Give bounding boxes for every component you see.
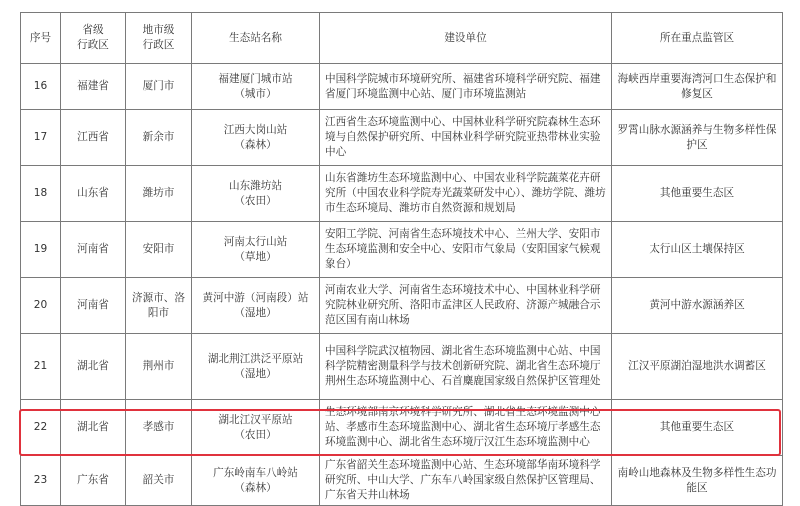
row-supervision-area: 黄河中游水源涵养区	[612, 278, 783, 334]
row-supervision-area: 罗霄山脉水源涵养与生物多样性保护区	[612, 110, 783, 166]
row-station-name: 山东潍坊站 （农田）	[192, 166, 320, 222]
row-province: 河南省	[61, 278, 126, 334]
row-construction-unit: 生态环境部南京环境科学研究所、湖北省生态环境监测中心站、孝感市生态环境监测中心、湖北省生态环境厅孝感生态环境监测中心、湖北省生态环境厅汉江生态环境监测中心	[320, 400, 612, 456]
row-city: 济源市、洛阳市	[126, 278, 192, 334]
row-province: 广东省	[61, 456, 126, 506]
row-station-name: 江西大岗山站 （森林）	[192, 110, 320, 166]
row-city: 潍坊市	[126, 166, 192, 222]
row-province: 福建省	[61, 64, 126, 110]
row-supervision-area: 海峡西岸重要海湾河口生态保护和修复区	[612, 64, 783, 110]
header-province	[61, 13, 126, 64]
table-row	[21, 278, 783, 334]
row-num: 20	[21, 278, 61, 334]
row-province: 湖北省	[61, 334, 126, 400]
header-station-name: 生态站名称	[192, 13, 320, 64]
row-province: 河南省	[61, 222, 126, 278]
row-construction-unit: 中国科学院武汉植物园、湖北省生态环境监测中心站、中国科学院精密测量科学与技术创新研究院、湖北省生态环境厅荆州生态环境监测中心、石首麋鹿国家级自然保护区管理处	[320, 334, 612, 400]
row-num: 17	[21, 110, 61, 166]
row-city: 安阳市	[126, 222, 192, 278]
row-supervision-area: 其他重要生态区	[612, 400, 783, 456]
row-supervision-area: 太行山区土壤保持区	[612, 222, 783, 278]
row-num: 19	[21, 222, 61, 278]
document-table-container	[20, 12, 782, 506]
header-province-label: 省级 行政区	[77, 24, 109, 51]
row-station-name: 广东岭南车八岭站 （森林）	[192, 456, 320, 506]
eco-station-table	[20, 12, 783, 506]
header-construction-unit: 建设单位	[320, 13, 612, 64]
row-station-name: 湖北江汉平原站 （农田）	[192, 400, 320, 456]
row-supervision-area: 南岭山地森林及生物多样性生态功能区	[612, 456, 783, 506]
row-construction-unit: 广东省韶关生态环境监测中心站、生态环境部华南环境科学研究所、中山大学、广东车八岭国家级自然保护区管理局、广东省天井山林场	[320, 456, 612, 506]
row-num: 16	[21, 64, 61, 110]
row-num: 18	[21, 166, 61, 222]
row-station-name: 河南太行山站 （草地）	[192, 222, 320, 278]
row-city: 新余市	[126, 110, 192, 166]
table-row	[21, 222, 783, 278]
row-station-name: 湖北荆江洪泛平原站 （湿地）	[192, 334, 320, 400]
row-num: 21	[21, 334, 61, 400]
row-construction-unit: 江西省生态环境监测中心、中国林业科学研究院森林生态环境与自然保护研究所、中国林业科学研究院亚热带林业实验中心	[320, 110, 612, 166]
row-city: 孝感市	[126, 400, 192, 456]
row-station-name: 黄河中游（河南段）站 （湿地）	[192, 278, 320, 334]
row-construction-unit: 中国科学院城市环境研究所、福建省环境科学研究院、福建省厦门环境监测中心站、厦门市环境监测站	[320, 64, 612, 110]
row-province: 山东省	[61, 166, 126, 222]
row-supervision-area: 其他重要生态区	[612, 166, 783, 222]
row-construction-unit: 河南农业大学、河南省生态环境技术中心、中国林业科学研究院林业研究所、洛阳市孟津区人民政府、济源产城融合示范区国有南山林场	[320, 278, 612, 334]
row-province: 江西省	[61, 110, 126, 166]
header-supervision-area: 所在重点监管区	[612, 13, 783, 64]
header-city-label: 地市级 行政区	[142, 24, 175, 51]
header-num: 序号	[21, 13, 61, 64]
table-row	[21, 400, 783, 456]
row-city: 厦门市	[126, 64, 192, 110]
table-row	[21, 166, 783, 222]
table-row	[21, 110, 783, 166]
row-city: 荆州市	[126, 334, 192, 400]
row-supervision-area: 江汉平原湖泊湿地洪水调蓄区	[612, 334, 783, 400]
table-row	[21, 334, 783, 400]
row-province: 湖北省	[61, 400, 126, 456]
header-city	[126, 13, 192, 64]
row-city: 韶关市	[126, 456, 192, 506]
table-header-row	[21, 13, 783, 64]
table-row	[21, 456, 783, 506]
row-construction-unit: 山东省潍坊生态环境监测中心、中国农业科学院蔬菜花卉研究所（中国农业科学院寿光蔬菜研发中心）、潍坊学院、潍坊市生态环境局、潍坊市自然资源和规划局	[320, 166, 612, 222]
row-num: 22	[21, 400, 61, 456]
row-construction-unit: 安阳工学院、河南省生态环境技术中心、兰州大学、安阳市生态环境监测和安全中心、安阳市气象局（安阳国家气候观象台）	[320, 222, 612, 278]
row-num: 23	[21, 456, 61, 506]
table-row	[21, 64, 783, 110]
row-station-name: 福建厦门城市站 （城市）	[192, 64, 320, 110]
